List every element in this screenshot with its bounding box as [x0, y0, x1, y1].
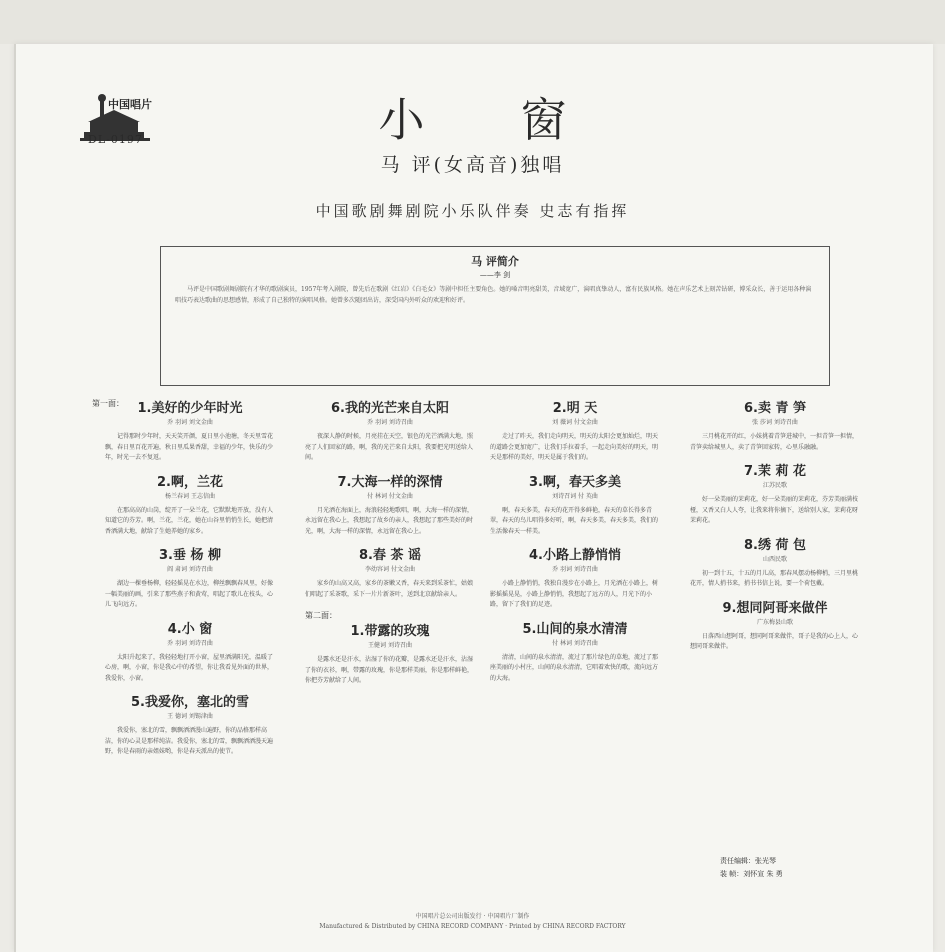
track-title: 7.茉 莉 花	[743, 464, 807, 479]
footer-chinese: 中国唱片总公司出版发行 · 中国唱片厂制作	[415, 913, 530, 920]
track-lyrics: 夜深人静的时候，月亮挂在天空，银色的光芒洒满大地，照亮了人们回家的路，啊，我的光芒来自太阳，我要把光明送给人间。	[305, 433, 474, 461]
track-credits: 刘 薇词 付文金曲	[552, 419, 598, 426]
track	[105, 474, 275, 538]
track	[690, 463, 860, 527]
track	[690, 600, 860, 653]
track-lyrics: 啊，春天多美，春天的花开得多鲜艳，春天的草长得多青翠，春天的鸟儿唱得多好听，啊，春天多美，春天多美，我们的生活像春天一样美。	[490, 506, 659, 535]
track-credits: 广东梅县山歌	[756, 618, 793, 626]
track-column-1	[105, 400, 275, 768]
artist-bio-box	[160, 246, 830, 386]
track-lyrics: 湖边一棵垂杨柳，轻轻摇晃在水边，柳丝飘飘春风里，好像一幅美丽的画，引来了那些燕子和黄莺，唱起了歌儿在枝头，心儿飞向远方。	[105, 580, 274, 608]
track-lyrics: 好一朵美丽的茉莉花，好一朵美丽的茉莉花，芬芳美丽满枝桠，又香又白人人夸，让我来将你摘下，送给别人家，茉莉花呀茉莉花。	[690, 496, 859, 524]
track-lyrics: 家乡的山高又高，家乡的茶嫩又香，春天来到采茶忙，姑娘们唱起了采茶歌，采下一片片新茶叶，送到北京献给亲人。	[305, 580, 474, 598]
track-credits: 付 林词 刘诗召曲	[552, 639, 598, 647]
brand-label: 中国唱片	[108, 98, 152, 111]
top-background-strip	[0, 0, 945, 44]
footer	[0, 912, 945, 932]
track	[490, 621, 660, 685]
track	[105, 547, 275, 611]
track-credits: 李幼容词 付文金曲	[365, 566, 415, 573]
track-lyrics: 我爱你，塞北的雪，飘飘洒洒漫山遍野，你的品格那样高洁，你的心灵是那样纯洁。我爱你，塞北的雪，飘飘洒洒漫天遍野，你是春雨的亲姐妹哟，你是春天派出的使节。	[105, 727, 274, 755]
track-lyrics: 小路上静悄悄，我独自漫步在小路上，月光洒在小路上，树影摇摇晃晃，小路上静悄悄，我想起了远方的人，月光下的小路，留下了我们的足迹。	[490, 580, 659, 608]
track-title: 3.垂 杨 柳	[158, 548, 222, 563]
production-credits	[720, 855, 783, 881]
track-credits: 乔 羽词 刘诗召曲	[552, 566, 598, 573]
track	[105, 621, 275, 685]
track-title: 2.啊，兰花	[157, 474, 223, 490]
track-credits: 山西民歌	[762, 555, 787, 563]
side-label: 第一面：	[92, 399, 124, 408]
track-lyrics: 在那高高的山岗，绽开了一朵兰花，它默默地开放，没有人知道它的芬芳。啊，兰花，兰花，她在山谷里悄悄生长，她把清香洒满大地，献给了生她养她的家乡。	[105, 506, 274, 535]
track-column-3	[490, 400, 660, 694]
track-title: 8.绣 荷 包	[743, 537, 807, 553]
track-title: 3.啊，春天多美	[529, 474, 621, 490]
footer-english: Manufactured & Distributed by CHINA RECORD COMPANY · Printed by CHINA RECORD FACTORY	[319, 923, 626, 930]
track	[305, 547, 475, 600]
bio-text: 马评是中国歌剧舞剧院有才华的歌剧演员，1957年考入剧院，曾先后在歌剧《红岩》《白毛女》等剧中担任主要角色。她的嗓音明亮甜美，音域宽广，演唱真挚动人，富有民族风格。她在声乐艺术上刻苦钻研，博采众长，善于运用各种演唱技巧表达歌曲的思想感情，形成了自己独特的演唱风格。她曾多次随团出访，深受国内外听众的欢迎和好评。	[175, 286, 812, 304]
track-lyrics: 初一到十五，十五的月儿高，那春风摆动杨柳梢，三月里桃花开，情人捎书来，捎书书信上说，要一个荷包戴。	[690, 569, 859, 587]
track-title: 5.山间的泉水清清	[522, 621, 628, 637]
track-title: 9.想同阿哥来做伴	[722, 600, 828, 616]
track	[305, 623, 475, 687]
track-lyrics: 清清，山间的泉水清清，流过了那片绿色的草地，流过了那座美丽的小村庄，山间的泉水清清，它唱着欢快的歌，流向远方的大海。	[490, 653, 659, 682]
singer-line: 马 评(女高音)独唱	[380, 154, 565, 176]
track-credits: 杨兰春词 王志信曲	[165, 492, 215, 500]
track-title: 1.带露的玫瑰	[350, 624, 430, 639]
track-lyrics: 是露水还是汗水，沾湿了你的花瓣，是露水还是汗水，沾湿了你的衣衫，啊，带露的玫瑰，你是那样美丽，你是那样鲜艳，你把芬芳献给了人间。	[305, 656, 474, 684]
track	[305, 474, 475, 538]
track-title: 4.小路上静悄悄	[529, 548, 621, 563]
track-lyrics: 太阳升起来了，我轻轻地打开小窗，屋里洒满阳光，温暖了心房，啊，小窗，你是我心中的希望，你让我看见外面的世界，我爱你，小窗。	[105, 653, 274, 682]
side-two-label	[305, 610, 475, 621]
track-title: 5.我爱你，塞北的雪	[131, 695, 249, 710]
track-lyrics: 走过了昨天，我们走向明天，明天的太阳会更加灿烂，明天的道路会更加宽广，让我们手拉着手，一起走向美好的明天，明天是那样的美好，明天是属于我们的。	[490, 433, 659, 461]
track-credits: 王 德词 刘锡津曲	[167, 713, 213, 720]
designer-credit: 装 帧：刘怀宣 朱 勇	[720, 870, 783, 878]
track-credits: 江苏民歌	[762, 482, 787, 489]
track-lyrics: 三月桃花开的红，小妹挑着青笋进城中，一担青笋一担情，青笋卖给城里人，卖了青笋回家转，心里乐融融。	[690, 433, 859, 451]
accompaniment-line: 中国歌剧舞剧院小乐队伴奏 史志有指挥	[315, 202, 630, 220]
track	[305, 400, 475, 464]
track	[490, 400, 660, 464]
track-credits: 张 莎词 刘诗召曲	[752, 419, 798, 426]
track	[490, 474, 660, 538]
track-credits: 阎 肃词 刘诗召曲	[167, 566, 213, 573]
track	[690, 537, 860, 590]
track-title: 1.美好的少年时光	[137, 401, 243, 416]
track-credits: 乔 羽词 刘文金曲	[167, 419, 213, 426]
track-credits: 刘诗召词 付 英曲	[552, 492, 598, 500]
track-title: 2.明 天	[552, 401, 598, 416]
track-credits: 王健词 刘诗召曲	[368, 642, 412, 649]
track-title: 7.大海一样的深情	[337, 474, 443, 490]
track-lyrics: 日落西山想阿哥，想同阿哥来做伴，哥子是我的心上人，心想同哥来做伴。	[690, 632, 859, 650]
track-column-4	[690, 400, 860, 663]
bio-heading: 马 评简介	[471, 255, 519, 268]
track	[690, 400, 860, 453]
track-column-2	[305, 400, 475, 697]
track	[490, 547, 660, 611]
side-two-text: 第二面：	[305, 611, 337, 620]
track-lyrics: 月光洒在海面上，海浪轻轻地歌唱，啊，大海一样的深情，永远留在我心上，我想起了故乡的亲人，我想起了那些美好的时光，啊，大海一样的深情，永远留在我心上。	[305, 506, 474, 535]
track-credits: 乔 羽词 刘诗召曲	[167, 639, 213, 647]
catalog-number: DL-0197	[88, 133, 143, 146]
track-credits: 付 林词 付文金曲	[367, 492, 413, 500]
track-lyrics: 记得那时少年时，天天笑开颜，夏日里小池塘，冬天里雪花飘，春日里百花开遍，秋日里瓜果香甜，幸福的少年，快乐的少年，时光一去不复返。	[105, 433, 274, 461]
track-title: 6.卖 青 笋	[743, 401, 807, 416]
track-title: 4.小 窗	[167, 621, 213, 637]
track	[105, 400, 275, 464]
bio-author: ——李 剑	[479, 271, 511, 279]
track-title: 6.我的光芒来自太阳	[331, 401, 449, 416]
track-title: 8.春 茶 谣	[358, 548, 422, 563]
editor-credit: 责任编辑：张光琴	[720, 857, 776, 865]
track	[105, 694, 275, 758]
album-title: 小窗	[378, 93, 663, 147]
track-credits: 乔 羽词 刘诗召曲	[367, 419, 413, 426]
